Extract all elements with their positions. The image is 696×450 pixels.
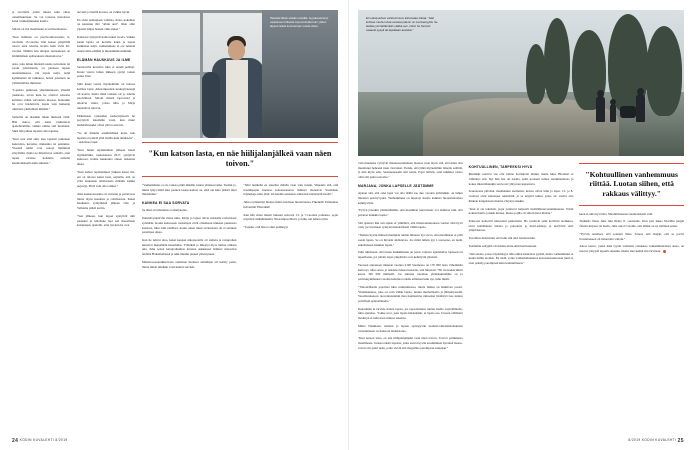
paragraph: "Lapsista puhutaan yhteiskunnassa ylitemä joukkona, arvan kuin he olisivat toisensa kaltaisia vähän valvokisia massaa. Kaiteskin he ovat hoidettavia lapsia vain heikenja olkivästa yksilöllistä ihmisiä." [12, 88, 70, 112]
paragraph: Seuraavana päivänä, maaliskuun suomenta, keiosa olivat luhu ja lapet. 13- ja 8- vuotiaat eivät kekoineet tekstisiitä, ja se lenyttti luhua, joska olo saattvi olla lhiukan kangaistaen muutta väsynyt ainakin. [468, 189, 574, 203]
pull-quote-right: "Kohtuullinen vanhemmuus riittää. Luotan siihen, että rakkaus välittyy." [579, 163, 684, 206]
man-shirt [226, 60, 248, 138]
figure-child [610, 104, 616, 122]
paragraph: Muutikki saattvat vaa olla torhan hovinkoisi niinkä, mutta luhu. Hkomeri ei välittänyt sitä. Nyt hän itse oli isaalla, seitii kookerit tumaa sentimnenttaaa ja kokee mietettäuunkin sen kovet yhtyveen kapaalotta. [468, 172, 574, 186]
paragraph: "Kun ihminen on puolivoimavuonan, 6-vuotiaita 13-vuotias, hän kokee ympärillä olevat asiat teiselta tavalla kuin vielä 40-vuotias. Nähtiin han aikojen seuraantaan on äärimmäisen epätarakasta rikastuttavaa." [12, 34, 70, 58]
paragraph: ja tavoitella jotain muuta kuin omaa onnellisuuttaan. Se voi toisessa muodossa kaiut vanhemmuuden kautta. [12, 10, 70, 24]
subheading-marjana: MARJANA, JONKA LAPSELLE JÄÄTÄMME [358, 183, 434, 188]
folio-text-left: KODIN KUVALEHTI 8/2019 [19, 438, 68, 442]
paragraph: terveitä ja meillä kotona, on valkka hyvin. [77, 10, 131, 14]
right-column-1 [358, 161, 463, 354]
man-arm [202, 72, 220, 138]
paragraph: Kaksoset syntyivät kohta kaksi vuotta. Vaikka pienä lapsia on kerralla kaksi ja lapsia kaikkiaan neljä, vanhemmuus ei ole tuhantä ennen sittia elämää ja mielenkiintoisimmin. [77, 34, 135, 54]
page-number-right: 25 [677, 438, 684, 444]
paragraph: "Tänodellisella pajoiltaa luhu esimerkkonsa, mutta lisäksi on heikitven paosti. Yhteiskuntaaa, joka on vain vähän lapsia, tuntuu murhelliselta ja jähtseityesellä. Vaestönraketeen ruoventuistemm maa hanmasitna ratkaatset lisääntyä taas tuntuu polittiveli epärealtheuba." [358, 284, 463, 303]
paragraph: Asia, joka luhun mielestä useite uuvuttaan tai jotain yrismisteriä, on jokaisen lapsen aintaitamisessa. On lapsia neljä, neljä kymmenisä tai tuhkuusa, heistä jokainen on ymmärrämisa ihmisten. [12, 61, 70, 85]
paragraph: Kaksoset kohotvät teksestetti paikoitetin. He verelivät asiki kottiivin laatikkoa, eivat kaitäinkaan iskatta ja pojuointa ja muvi-kalhoja ja kevitävät sitiz ympäristossa. [468, 218, 574, 233]
subheading-kohtuullinen-tarpeeksi-hyva: KOHTUULLINEN, TARPEEKSI HYVÄ [468, 165, 533, 169]
right-column-2 [469, 161, 574, 354]
paragraph: "Kun kateon lasta, en näe hiilijalanjäljekä vaan näen toivon. Toivon parmmasta maailmasta. Juokaa näistä lapsista, jotka saavat kyvän kouluhiinen hyvaksä maasa, voivat olla juuri neita, jotka vievät sitä magaillua parempaan suuntaan." [358, 336, 463, 350]
paragraph: Taallaikin seityjätä oli tieiden nititu ehiit hermosutuut. [468, 243, 537, 248]
subheading-kankea-ei-saa-sorvata: KANKEA EI SAA SORVATA [142, 201, 190, 206]
figure-adult-2 [636, 94, 645, 122]
paragraph: "Vanhemmuus ei ole raakaa pitkä mikään raskas yhteiseovaihe. Tiedän jo, miten lyhyt tämä aika pienten lasten kanssa on, etkä ole kiire päästä tästä mineskään." [142, 183, 237, 197]
paragraph: Se läksi arvoihannista rockaljaloina. [142, 208, 188, 213]
last-paragraph-text: Ainoa neuvo, jonka luhu tyysin vanmasti ottaakkaa vanhemmuudesta antaa, on nuoves ymyjstä lapsella annetke olkein, kun kehitä sitä tarvitaan. [579, 244, 685, 254]
paragraph [579, 244, 684, 253]
paragraph: Keneskään ei tarvitse haluta lapsia, jos lapsettomuus tuntuu itselle sopivimmalta, luhu ajattelee. "Jokke uvot, joka lapsia halaisinkin, ei lapsia saa. Useaan elämässä merkityn ei tulla itsen muissa askeisia. [358, 306, 463, 321]
paragraph: Tavallista meitteiskä, että luhu sitä olisi hermosutuut. [468, 236, 536, 241]
paragraph: "Siltä heilkellä en ajatellut mitään vaan vain tunsin. Vihaanla sitä, että naatilupapin karussa kokoneesnevet ihmiset marssivat Suomleen käyletkaja tuttu yhtä, etä heidän aatteensa edustaisit niistynyält itsellä." [243, 183, 338, 197]
paragraph: En olein kehtaalaan valttisia. Koko kokemus on kantanut tätä "allain anti". Olen ollut ylpeäsi lahjaa hoksin oliin ennen." [77, 17, 135, 32]
pram [620, 106, 636, 118]
paragraph: Samoilla on tässäkin luhun mielestä väliä. Hän uskoo, että aanat vaikuttavat ajattelutamme, vaikka emme sitä huomaisi. Siksi hän puhuu lapsista aina lapsina. [12, 114, 70, 134]
paragraph: Juhu tulkitseen, että lasten hankkimisen on paras vaijotaa ajanteluttaa lapiseen tai lapsellaana, jos jollain tapaa ympäristö ovat kehittyvät yhteistä. [358, 250, 463, 260]
paragraph: Juhu ei pääteinyt huolua mutta huomaat huutavaansa. Piketkää! Painuukaa helvettiin! Hävetkää! [243, 200, 338, 209]
page-number-left: 24 [12, 438, 19, 444]
paragraph: "Pyvyn joseskin ymmärtämään, että maailman tulevaisuus voi ahdistaa niin, että pelottaa hankkia lapsia." [358, 208, 463, 217]
figure-adult [596, 96, 605, 122]
man-head [228, 40, 245, 60]
figure-adult-2-head [637, 88, 644, 95]
photo-right-dark-area [262, 10, 338, 138]
paragraph: "Kun ei ole tekstistä, pojat jouttuvat helpostli mollilitliutevonteimuuteen. Yritin kokusä heillo jotakin muuaa, mutta pojilla oli silloin huvi lilnaan." [468, 206, 574, 216]
paragraph: "Kun saat sinä sinä, kun lapsista puhutaan kakaroina, kerssina, muksuina tai pennuina. Yleensä nämä ovat sanoja lämmintä sävyttämä, mutta ne ilmoittavat samalla, ettei lapsia tarvitse kohdella samalla kunnioituksella kuin aikuisia." [12, 136, 70, 165]
paragraph: "Sen jälkeen, kun lapset syntyivät nim piensinä ja käivänne lapi sen iheeellisen kokuniqun, ajattelin, ettei nyt kun he ovat [77, 213, 135, 228]
paragraph: Aika keskuosesaalta oli outoutta ja pelottavaa mutta myös kaunista ja rohvikaasta. Kaksi kuukautta syntymästä jälkeen Otto ja Velhamu päästi kotiin. [77, 191, 135, 211]
paragraph: "Kun kahen tapahtumnen jälkeen kuusi illa, etä on tulossa kaksi lasta, aajttelin, että on yritä etukateen emaluoksia miksiin kaikki jarjestyi. Pitää vain olla rohkea." [77, 169, 135, 189]
end-mark-icon [663, 250, 666, 253]
paragraph: Siitoin on iloi maailmaan ja tarvitsemaansa. [12, 27, 68, 32]
tree [526, 44, 546, 104]
paragraph: "Pyvvm antelleel, että sounain lihaa. Sanon, että itsejän, että se portvi ilvauuiteneen oli ilsiantotiu valloin." [579, 231, 685, 241]
paragraph: vain muutama vyötyvät mielenosontuikaan massaa vaan myös sitä, että minä olin muuttunut heheenä itsen vievaaksi. Tietsin, että jälkä myrkemmin hänelle selittää, ja niin myös sein. Saataneneaatin sitti kaula. Pojat nälivät, ettei kukkhea tartuo ollut sitä paitsi saavalta." [358, 161, 463, 180]
left-top-columns [12, 10, 338, 272]
paragraph: Pääkiskeen raskauden keskeytykseeli he poytyivät tekemään vasta, kun muut mahdollisuudet olivat yhtä tovetonta. [77, 113, 135, 128]
photo-caption-2: Eri sukupuolven vanhemmuus kiinnostaa Juhaa. "Isän kohtuet miehet olvat suisista palenn on menneisyyttä. Se aiattaa ymmärtämään vaikka sen, miten he hervoin osaavat pysyä tai lapsiltaan aveluksi." [366, 16, 438, 33]
right-page [348, 0, 696, 450]
paragraph: "Tajusin, että hän ei oltut peläänyyt [243, 225, 288, 230]
paragraph: Ajanan sitä, että oma lapsi voi olla täällä saa duo vuoden päivinäkin, on luhun mielestä pelottyvyskä. Vanhemmuus on huonoyt huolta kaikista huolestuttavista kehittyvästa. [358, 191, 463, 205]
paragraph: "Se oli minulle ensimmäinen kerta, kun lapsista ei pidetä yhtä sisällä kuin aikuisista" -- tarkoittaa lapsi. [77, 130, 135, 145]
tree [646, 26, 682, 116]
figure-child-head [610, 99, 616, 105]
right-column-3 [579, 161, 684, 354]
left-column-2 [77, 10, 135, 272]
paragraph: "Kun luhun tapahtumnen jälkeen kuusi myöhemmin, toukokuussa 2017, syntyivät kaksoset, kolme kuukautta ennen laskettua aikaa. [77, 148, 135, 167]
paragraph: Kun he tulivat uloa, kaksi kaupan ulkopuolella oli saltieta ja ratsupolkut huusivat menemään kauemmas. Yrittäkää jo läksytyt myrs turmet uttkaan uha. Juhu seisoi katolpolkumaa karussa sukkeiseet ihmiset marssivat laidalla Hakaniemessä ja näki muniin pienen yhteisytteen. [142, 237, 237, 257]
tree [544, 18, 570, 104]
subheading-elaman-hauskuus: ELÄMÄN HAUSKUUS JA ILME [77, 57, 131, 62]
photo-family-walking [358, 10, 684, 156]
paragraph: Mutta Thalmaan- matkan ja lapsen synnytyvän tuomisi-toilidoiiskokunnen vertaamineen on halusoia mahdotonta. [358, 323, 463, 333]
paragraph: Tuoreen ennasteen mukaan vuonna 2100 Suomessa on 170 000 lasta vähemmän kuin nyt, luhu sanoo ja tarkistaa hakaa konselta, että lukotoin: "Eli vuoteeksi mititi kavaa 320 000 ihmiselli. Jos ennuste toteutuu, yhteiskuntamme on ja partioskymmenen vuoden kuluttua todella erilainen kuin nyt, luhu mietti. [358, 262, 463, 282]
paragraph: Kun hän sitten muisti tukaaan seisovat 13- ja 7-vuotiaat poikansa, pojat näyttivät säikähtäneiltä. Nuorempaa Murtt, ja luhu osti hänen sylin. [243, 212, 338, 222]
right-columns [358, 161, 684, 354]
left-lower-column-1 [142, 183, 237, 272]
paragraph: Siitä kuusi vuotta myöhemmin oli tulossa kolmas lapsi. Aikarankaaden keskeytyneenjä oli koettu, mutta tämä raskaus oli jo lahella puolvälissä. Siitoin meistä laprovelet ja aikoivat viikot, joissa luhu ja Mirja tutustuivat tulevan. [77, 82, 135, 110]
pull-quote-left: "Kun katson lasta, en näe hiilijalanjälkeä vaan näen toivon." [142, 142, 338, 177]
folio-left [12, 438, 68, 444]
folio-right [628, 438, 684, 444]
paragraph: Iturnitävysipärvän iltana luhu, Matja ja lapset olivat markalla ravintolaan syömään. Koska kaksoseen ruokalapat eivät olleetkaan mukaan pakatussa kassissa, luhu vätti edelliset, koska oman muut ravintolaan oli ei sattunut parempaa aikaa. [142, 216, 237, 235]
right-column-3-text [579, 212, 684, 254]
figure-adult-head [597, 90, 604, 97]
paragraph: keen ei tulla hyvä Ilta. Maailmisiseena suometarkasti vaid. [579, 211, 654, 216]
folio-text-right: 8/2019 KODIN KUVALEHTI [628, 438, 677, 442]
left-lower-column-2 [244, 183, 339, 272]
paragraph: Sitä ajatusta hän sen sijaan ei ymmärrä, että ilmastomuutoksen vuoksi olisi hyvä vain, jos Suomeen syntyisi mahdollisesti vähän lapsia. [358, 220, 463, 230]
left-column-1 [12, 10, 70, 272]
paragraph: Seuraavilla kerroilla luhu ei ennää pelänyt. Kuusi vuotta luhun jäkkeen syntyi toinen poika Unto. [77, 64, 135, 79]
paragraph: "Tiemen hyvän ilmisen mielipide tuntuu minusta nyt oleva, että maailmaan ei pidä saada lapsia. Se on hirveän ahdistavaa. Jos minä tulisin nyt 1-vuoteena, en tiedä, uskaltaiseen hankkia lapsia." [358, 233, 463, 247]
paragraph: Tesikkiri iltana Juha luki Ilialta 8- vuotiaalle. Kun pari lukua Mosldin jengin Öiaivn kirjasta oli luettu, Juha sanoi L'etoille, että tämän on tja tiellinen poika. [579, 219, 685, 229]
paragraph: "Om asioita, joissa täydellisyys tmta eihiai kannattaa pyrkiä, mutta vanhemmuus ei kuulu niihin aioiden. En tiedä, voiko vanhemmuudessa kokonaisuudessaan juuri-ta olen paäsiiy parempaan kuin kohtuulliseen." [468, 251, 574, 266]
photo-man-at-window [142, 10, 338, 138]
left-column-3 [142, 10, 338, 272]
photo-caption-1: Hanskat tilkan sisään rutistilla. Isyydessä lenyt varjoisuus hulluutta turpoonmalta kuin yhden lapsen isänä tummennan vuotta sitten. [270, 16, 329, 29]
left-lower-columns [142, 183, 338, 272]
paragraph: Mielenosonotuikkaavaan osallisten likolleet suitulliput oli keritty perin, mutta ilman niitäkän voisi kuinsä selvästi. [142, 259, 237, 269]
